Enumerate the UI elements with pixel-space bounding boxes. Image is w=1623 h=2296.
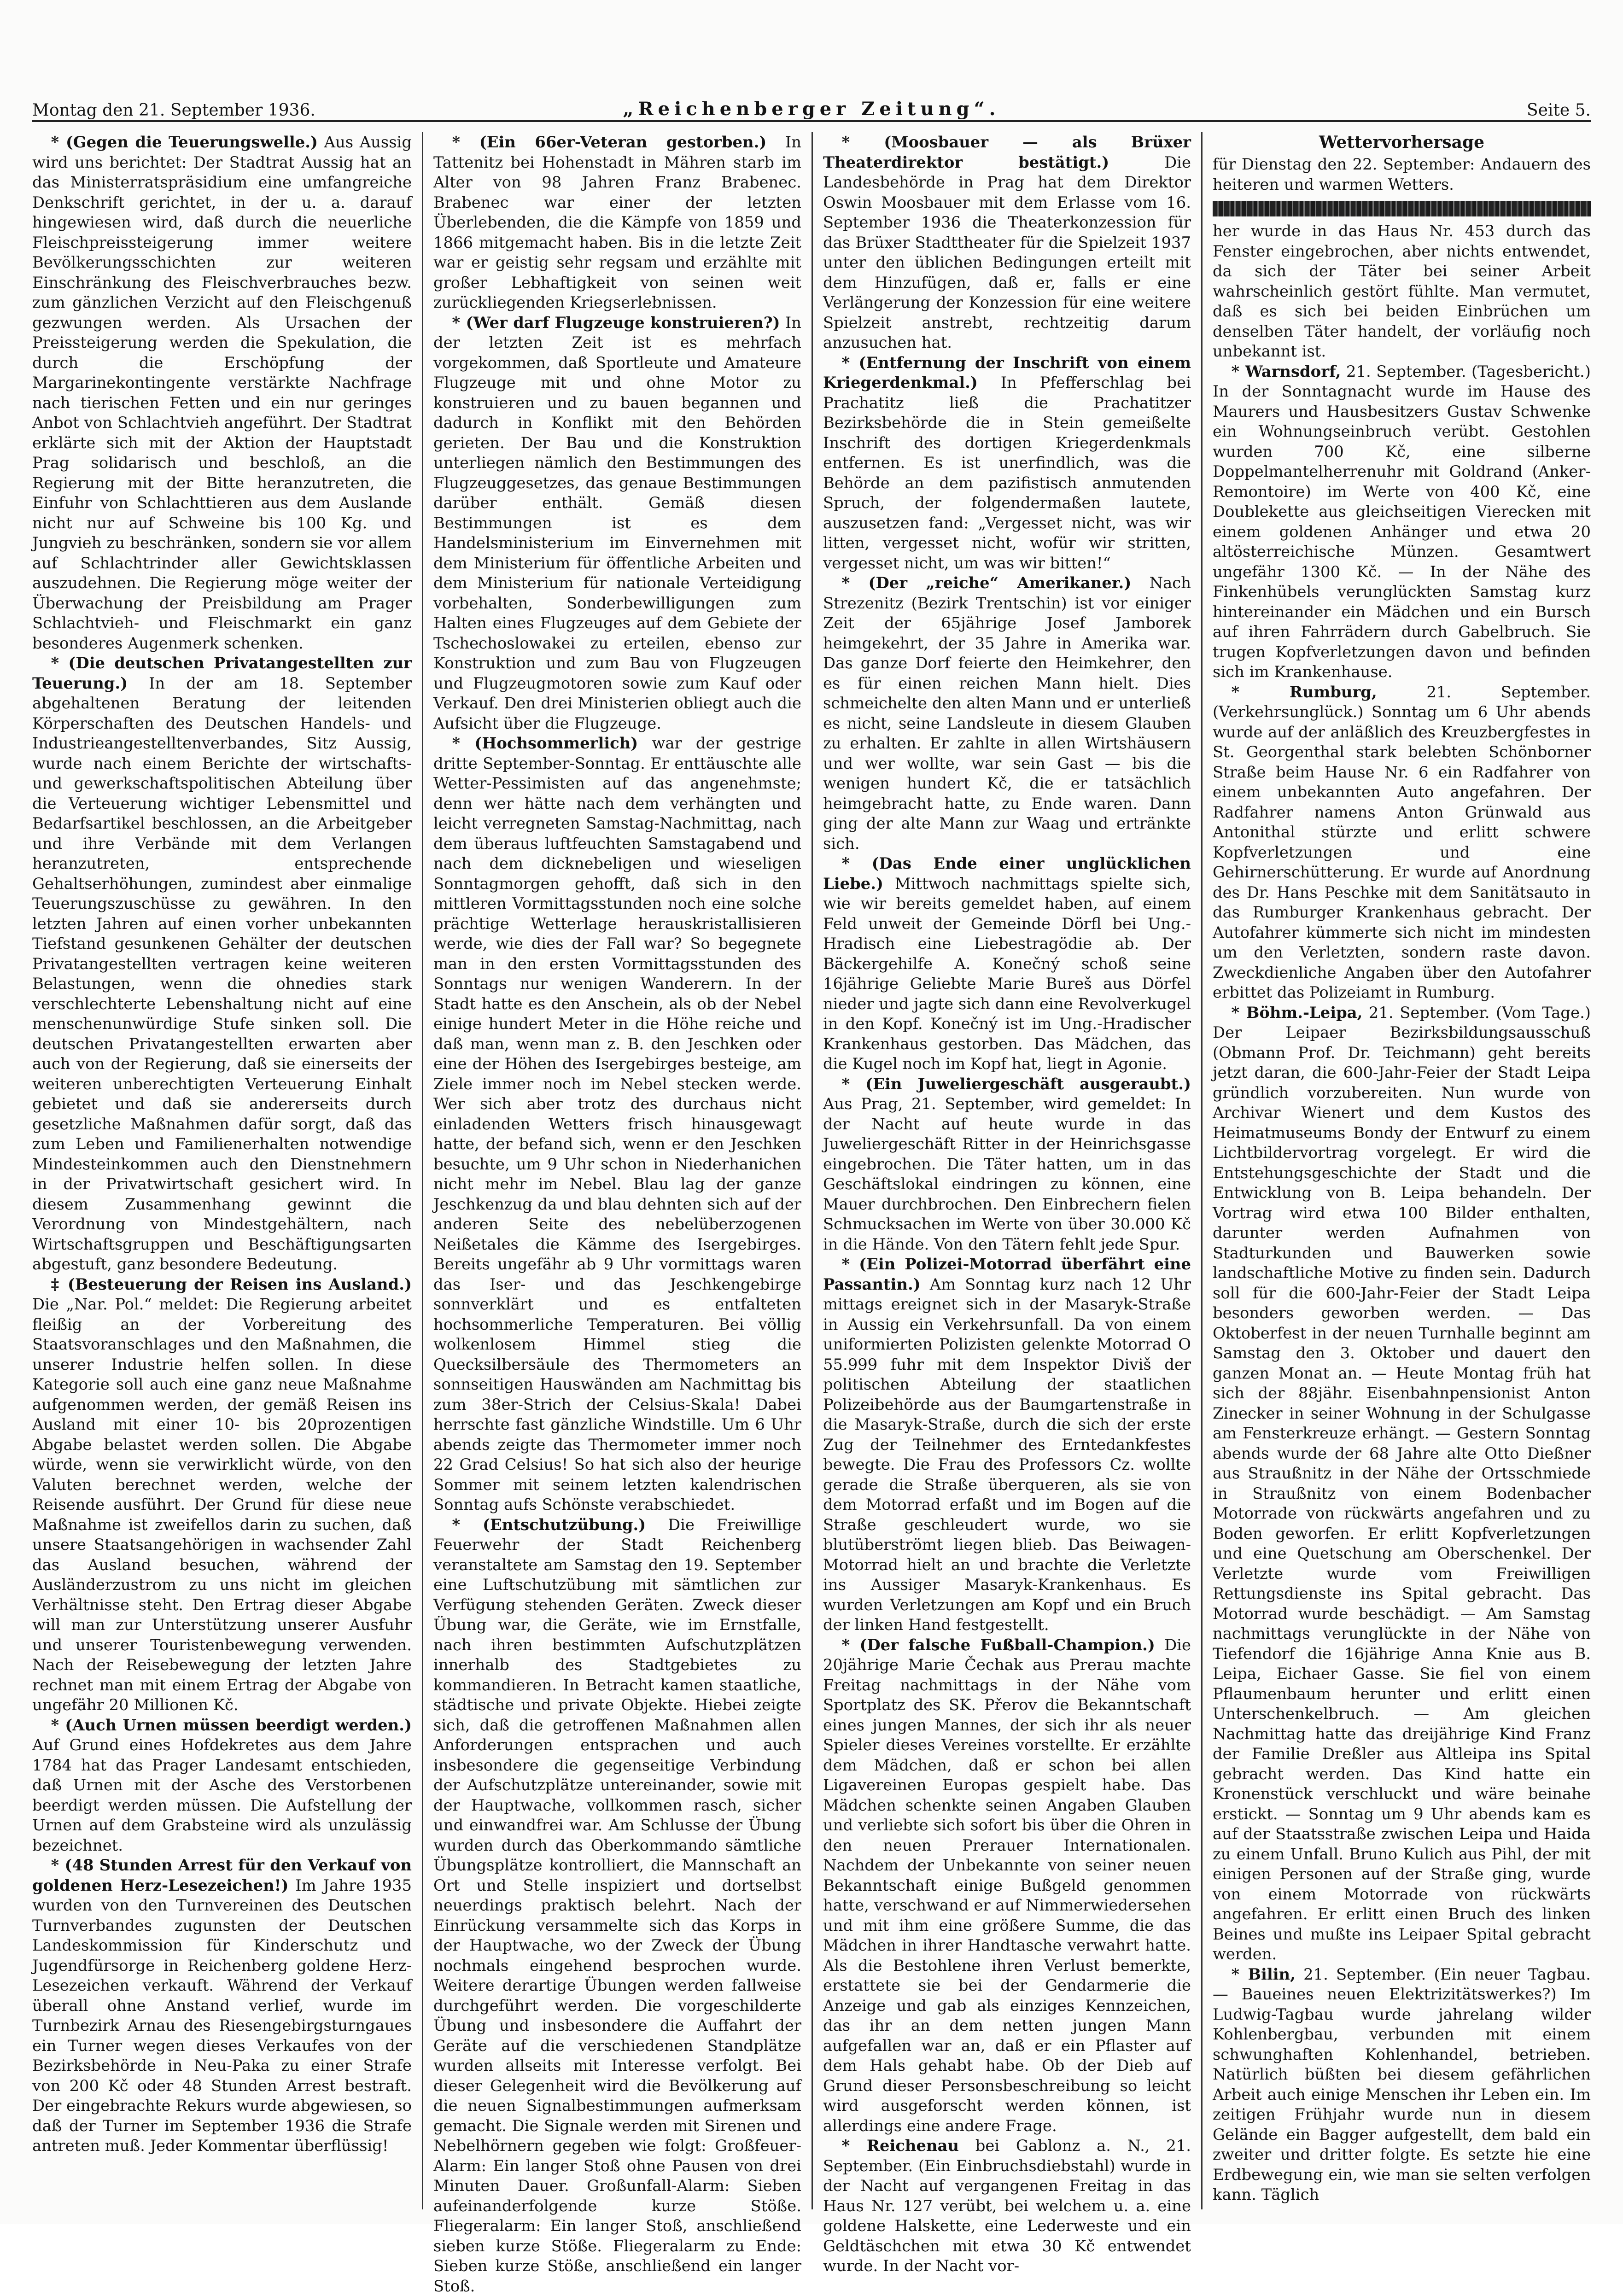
article-paragraph	[433, 132, 801, 313]
article-headline: * Reichenau	[842, 2136, 959, 2155]
article-body: war der gestrige dritte September-Sonntag. Er enttäuschte alle Wetter-Pessimisten auf das angenehmste; denn wer hätte nach dem verhängten und leicht verregneten Samstag-Nachmittag, nach dem überaus luftfeuchten Samstagabend und nach dem dicknebeligen und wieseligen Sonntagmorgen gehofft, daß sich in den mittleren Vormittagsstunden noch eine solche prächtige Wetterlage herauskristallisieren werde, wie dies der Fall war? So begegnete man in den ersten Vormittagsstunden des Sonntags nur wenigen Wanderern. In der Stadt hatte es den Anschein, als ob der Nebel einige hundert Meter in die Höhe reiche und daß man, wenn man z. B. den Jeschken oder eine der Höhen des Isergebirges besteige, am Ziele immer noch im Nebel stecken werde. Wer sich aber trotz des durchaus nicht einladenden Wetters frisch hinausgewagt hatte, der befand sich, wenn er den Jeschken besuchte, um 9 Uhr schon in Niederhanichen nicht mehr im Nebel. Blau lag der ganze Jeschkenzug da und blau dehnten sich auf der anderen Seite des nebelüberzogenen Neißetales die Kämme des Isergebirges. Bereits ungefähr ab 9 Uhr vormittags waren das Iser- und das Jeschkengebirge sonnverklärt und es entfalteten hochsommerliche Temperaturen. Bei völlig wolkenlosem Himmel stieg die Quecksilbersäule des Thermometers an sonnseitigen Hauswänden am Nachmittag bis zum 38er-Strich der Celsius-Skala! Dabei herrschte fast gänzliche Windstille. Um 6 Uhr abends zeigte das Thermometer immer noch 22 Grad Celsius! So hat sich also der heurige Sommer mit seinem letzten kalendrischen Sonntag aufs Schönste verabschiedet.	[433, 734, 801, 1513]
article-headline: * Warnsdorf,	[1232, 362, 1341, 380]
article-headline: * Böhm.-Leipa,	[1232, 1003, 1363, 1022]
article-headline: * (Entschutzübung.)	[452, 1515, 646, 1534]
article-paragraph	[1213, 1964, 1591, 2205]
article-body: Aus Aussig wird uns berichtet: Der Stadtrat Aussig hat an das Ministerratspräsidium eine umfangreiche Denkschrift gerichtet, in der u. a. darauf hingewiesen wird, daß durch die neuerliche Fleischpreissteigerung immer weitere Bevölkerungsschichten zur weiteren Einschränkung des Fleischverbrauches bezw. zum gänzlichen Verzicht auf den Fleischgenuß gezwungen werden. Als Ursachen der Preissteigerung werden die Spekulation, die durch die Erschöpfung der Margarinekontingente verstärkte Nachfrage nach tierischen Fetten und ein nur geringes Anbot von Schlachtvieh angeführt. Der Stadtrat erklärte sich mit der Aktion der Hauptstadt Prag solidarisch und beschloß, an die Regierung mit der Bitte heranzutreten, die Einfuhr von Schlachttieren aus dem Auslande nicht nur auf Schweine bis 100 Kg. und Jungvieh zu beschränken, sondern sie vor allem auf Schlachtrinder aller Gewichtsklassen auszudehnen. Die Regierung möge weiter der Überwachung der Preisbildung am Prager Schlachtvieh- und Fleischmarkt ein ganz besonderes Augenmerk schenken.	[32, 133, 412, 652]
header-date: Montag den 21. September 1936.	[32, 101, 315, 120]
article-paragraph	[823, 132, 1191, 353]
page-number: Seite 5.	[1527, 101, 1591, 120]
column-4	[1201, 132, 1591, 2209]
article-paragraph	[823, 853, 1191, 1074]
article-body: Aus Prag, 21. September, wird gemeldet: In der Nacht auf heute wurde in das Juweliergeschäft Ritter in der Heinrichsgasse eingebrochen. Die Täter hatten, um in das Geschäftslokal eindringen zu können, eine Mauer durchbrochen. Den Einbrechern fielen Schmucksachen im Werte von über 30.000 Kč in die Hände. Von den Tätern fehlt jede Spur.	[823, 1095, 1191, 1253]
article-body: Im Jahre 1935 wurden von den Turnvereinen des Deutschen Turnverbandes zugunsten der Deutschen Landeskommission für Kinderschutz und Jugendfürsorge in Reichenberg goldene Herz-Lesezeichen verkauft. Während der Verkauf überall ohne Anstand verlief, wurde im Turnbezirk Arnau des Riesengebirgsturngaues ein Turner wegen dieses Verkaufes von der Bezirksbehörde in Neu-Paka zu einer Strafe von 200 Kč oder 48 Stunden Arrest bestraft. Der eingebrachte Rekurs wurde abgewiesen, so daß der Turner im September 1936 die Strafe antreten muß. Jeder Kommentar überflüssig!	[32, 1876, 412, 2155]
article-paragraph	[433, 313, 801, 734]
article-body: 21. September. (Tagesbericht.) In der Sonntagnacht wurde im Hause des Maurers und Hausbesitzers Gustav Schwenke ein Wohnungseinbruch verübt. Gestohlen wurden 700 Kč, eine silberne Doppelmantelherrenuhr mit Goldrand (Anker-Remontoire) im Werte von 400 Kč, eine Doublekette aus gleichseitigen Vierecken mit einem goldenen Anhänger und etwa 20 altösterreichische Münzen. Gesamtwert ungefähr 1300 Kč. — In der Nähe des Finkenhübels verunglückten Samstag kurz hintereinander ein Mädchen und ein Bursch auf ihren Fahrrädern durch Gabelbruch. Sie trugen Kopfverletzungen davon und befinden sich im Krankenhause.	[1213, 362, 1591, 681]
article-headline: * Rumburg,	[1232, 683, 1377, 701]
article-headline: * (Die deutschen Privatangestellten zur Teuerung.)	[32, 654, 412, 692]
article-body: In Tattenitz bei Hohenstadt in Mähren starb im Alter von 98 Jahren Franz Brabenec. Brabenec war einer der letzten Überlebenden, die die Kämpfe von 1859 und 1866 mitgemacht haben. Bis in die letzte Zeit war er geistig sehr regsam und erzählte mit großer Lebhaftigkeit von seinen weit zurückliegenden Kriegserlebnissen.	[433, 133, 801, 311]
article-headline: ‡ (Besteuerung der Reisen ins Ausland.)	[51, 1275, 412, 1293]
article-body: Am Sonntag kurz nach 12 Uhr mittags ereignet sich in der Masaryk-Straße in Aussig ein Verkehrsunfall. Da von einem uniformierten Polizisten gelenkte Motorrad O 55.999 fuhr mit dem Inspektor Diviš der politischen Abteilung der staatlichen Polizeibehörde aus der Baumgartenstraße in die Masaryk-Straße, durch die sich der erste Zug der Teilnehmer des Erntedankfestes bewegte. Die Frau des Professors Cz. wollte gerade die Straße überqueren, als sie von dem Motorrad erfaßt und im Bogen auf die Straße geschleudert wurde, wo sie blutüberströmt liegen blieb. Das Beiwagen-Motorrad hielt an und brachte die Verletzte ins Aussiger Masaryk-Krankenhaus. Es wurden Verletzungen am Kopf und ein Bruch der linken Hand festgestellt.	[823, 1275, 1191, 1634]
article-body: Die Freiwillige Feuerwehr der Stadt Reichenberg veranstaltete am Samstag den 19. September eine Luftschutzübung mit sämtlichen zur Verfügung stehenden Geräten. Zweck dieser Übung war, die Geräte, wie im Ernstfalle, nach ihren bestimmten Aufschutzplätzen innerhalb des Stadtgebietes zu kommandieren. In Betracht kamen staatliche, städtische und private Objekte. Hiebei zeigte sich, daß die getroffenen Maßnahmen allen Anforderungen entsprachen und auch insbesondere die gegenseitige Verbindung der Aufschutzplätze untereinander, sowie mit der Hauptwache, vollkommen rasch, sicher und einwandfrei war. Am Schlusse der Übung wurden durch das Oberkommando sämtliche Übungsplätze kontrolliert, die Mannschaft an Ort und Stelle inspiziert und dortselbst neuerdings praktisch belehrt. Nach der Einrückung versammelte sich das Korps in der Hauptwache, wo der Zweck der Übung nochmals eingehend besprochen wurde. Weitere derartige Übungen werden fallweise durchgeführt werden. Die vorgeschilderte Übung und insbesondere die Auffahrt der Geräte auf die verschiedenen Standplätze wurden allseits mit Interesse verfolgt. Bei dieser Gelegenheit wird die Bevölkerung auf die neuen Signalbestimmungen aufmerksam gemacht. Die Signale werden mit Sirenen und Nebelhörnern gegeben wie folgt: Großfeuer-Alarm: Ein langer Stoß ohne Pausen von drei Minuten Dauer. Großunfall-Alarm: Sieben aufeinanderfolgende kurze Stöße. Fliegeralarm: Ein langer Stoß, anschließend sieben kurze Stöße. Fliegeralarm zu Ende: Sieben kurze Stöße, anschließend ein langer Stoß.	[433, 1516, 801, 2295]
article-headline: * (Der falsche Fußball-Champion.)	[842, 1636, 1155, 1654]
article-paragraph	[1213, 1003, 1591, 1964]
article-paragraph	[433, 1515, 801, 2296]
article-body: Die Landesbehörde in Prag hat dem Direktor Oswin Moosbauer mit dem Erlasse vom 16. September 1936 die Theaterkonzession für das Brüxer Stadttheater für die Spielzeit 1937 unter den üblichen Bedingungen erteilt mit dem Hinzufügen, daß er, falls er eine Verlängerung der Konzession für eine weitere Spielzeit anstrebt, rechtzeitig darum anzusuchen hat.	[823, 153, 1191, 352]
article-body: Die „Nar. Pol.“ meldet: Die Regierung arbeitet fleißig an der Vorbereitung des Staatsvoranschlages und den Maßnahmen, die unserer Industrie helfen sollen. In diese Kategorie soll auch eine ganz neue Maßnahme aufgenommen werden, der gemäß Reisen ins Ausland mit einer 10- bis 20prozentigen Abgabe belastet werden sollen. Die Abgabe würde, wenn sie verwirklicht würde, von den Valuten berechnet werden, welche der Reisende ausführt. Der Grund für diese neue Maßnahme ist zweifellos darin zu suchen, daß unsere Staatsangehörigen in wachsender Zahl das Ausland besuchen, während der Ausländerzustrom zu uns nicht im gleichen Verhältnisse steht. Den Ertrag dieser Abgabe will man zur Unterstützung unserer Ausfuhr und unserer Touristenbewegung verwenden. Nach der Reisebewegung der letzten Jahre rechnet man mit einem Ertrag der Abgabe von ungefähr 20 Millionen Kč.	[32, 1295, 412, 1714]
page-header	[32, 83, 1591, 122]
article-body: Nach Strezenitz (Bezirk Trentschin) ist vor einiger Zeit der 65jährige Josef Jamborek heimgekehrt, der 35 Jahre in Amerika war. Das ganze Dorf feierte den Heimkehrer, den es für einen reichen Mann hielt. Dies schmeichelte den alten Mann und er unterließ es nicht, seine Landsleute in diesem Glauben zu erhalten. Er zahlte in allen Wirtshäusern und wer wollte, war sein Gast — bis die wenigen hundert Kč, die er tatsächlich heimgebracht hatte, zu Ende waren. Dann ging der alte Mann zur Waag und ertränkte sich.	[823, 574, 1191, 853]
article-body: Auf Grund eines Hofdekretes aus dem Jahre 1784 hat das Prager Landesamt entschieden, daß Urnen mit der Asche des Verstorbenen beerdigt werden müssen. Die Aufstellung der Urnen auf dem Grabsteine wird als unzulässig bezeichnet.	[32, 1736, 412, 1854]
article-headline: * (Das Ende einer unglücklichen Liebe.)	[823, 854, 1191, 893]
article-paragraph	[823, 1074, 1191, 1255]
weather-forecast-text: für Dienstag den 22. September: Andauern des heiteren und warmen Wetters.	[1213, 154, 1591, 194]
article-paragraph	[32, 132, 412, 653]
article-paragraph	[823, 573, 1191, 853]
article-headline: * Bilin,	[1232, 1965, 1296, 1983]
article-headline: * (Hochsommerlich)	[452, 734, 638, 752]
article-paragraph	[823, 2136, 1191, 2276]
article-headline: * (Der „reiche“ Amerikaner.)	[842, 573, 1132, 592]
article-paragraph	[32, 1715, 412, 1856]
article-paragraph	[823, 1635, 1191, 2136]
weather-forecast-title: Wettervorhersage	[1213, 132, 1591, 152]
article-body: Die 20jährige Marie Čechak aus Prerau machte Freitag nachmittags in der Nähe vom Sportplatz des SK. Přerov die Bekanntschaft eines jungen Mannes, der sich ihr als neuer Spieler dieses Vereines vorstellte. Er erzählte dem Mädchen, daß er schon bei allen Ligavereinen Europas gespielt habe. Das Mädchen schenkte seinen Angaben Glauben und verliebte sich sofort bis über die Ohren in den neuen Prerauer Internationalen. Nachdem der Unbekannte von seiner neuen Bekanntschaft einige Bußgeld genommen hatte, verschwand er auf Nimmerwiedersehen und mit ihm eine größere Summe, die das Mädchen in ihrer Handtasche verwahrt hatte. Als die Bestohlene ihren Verlust bemerkte, erstattete sie bei der Gendarmerie die Anzeige und gab als einziges Kennzeichen, das ihr an dem netten jungen Mann aufgefallen war an, daß er ein Pflaster auf dem Hals gehabt habe. Ob der Dieb auf Grund dieser Personsbeschreibung so leicht wird ausgeforscht werden können, ist allerdings eine andere Frage.	[823, 1636, 1191, 2135]
article-paragraph	[1213, 362, 1591, 682]
article-body: her wurde in das Haus Nr. 453 durch das Fenster eingebrochen, aber nichts entwendet, da sich der Täter bei seiner Arbeit wahrscheinlich gestört fühlte. Man vermutet, daß es sich bei beiden Einbrüchen um denselben Täter handelt, der vorläufig noch unbekannt ist.	[1213, 222, 1591, 360]
column-2	[422, 132, 812, 2209]
article-headline: * (Moosbauer — als Brüxer Theaterdirektor bestätigt.)	[823, 133, 1191, 171]
article-body: 21. September. (Verkehrsunglück.) Sonntag um 6 Uhr abends wurde auf der anläßlich des Kreuzbergfestes in St. Georgenthal stark belebten Schönborner Straße beim Hause Nr. 6 ein Radfahrer von einem unbekannten Auto angefahren. Der Radfahrer namens Anton Grünwald aus Antonithal stürzte und erlitt schwere Kopfverletzungen und eine Gehirnerschütterung. Er wurde auf Anordnung des Dr. Hans Peschke mit dem Sanitätsauto in das Rumburger Krankenhaus gebracht. Der Autofahrer kümmerte sich nicht im mindesten um den Verletzten, sondern raste davon. Zweckdienliche Angaben über den Autofahrer erbittet das Polizeiamt in Rumburg.	[1213, 683, 1591, 1002]
article-headline: * (Ein Juweliergeschäft ausgeraubt.)	[842, 1075, 1191, 1093]
column-3	[812, 132, 1201, 2209]
article-paragraph	[1213, 682, 1591, 1003]
article-paragraph	[32, 1274, 412, 1715]
article-headline: * (Auch Urnen müssen beerdigt werden.)	[51, 1716, 412, 1734]
article-paragraph	[823, 1254, 1191, 1635]
article-body: 21. September. (Ein neuer Tagbau. — Baueines neuen Elektrizitätswerkes?) Im Ludwig-Tagbau wurde jahrelang wilder Kohlenbergbau, verbunden mit einem schwunghaften Kohlenhandel, betrieben. Natürlich büßten bei diesem gefährlichen Arbeit auch einige Menschen ihr Leben ein. Im zeitigen Frühjahr wurde nun in diesem Gelände ein Bagger aufgestellt, dem bald ein zweiter und dritter folgte. Es setzte hie eine Erdbewegung ein, wie man sie selten verfolgen kann. Täglich	[1213, 1965, 1591, 2204]
article-headline: * (48 Stunden Arrest für den Verkauf von goldenen Herz-Lesezeichen!)	[32, 1856, 412, 1894]
article-body: In Pfefferschlag bei Prachatitz ließ die Prachatitzer Bezirksbehörde die in Stein gemeißelte Inschrift des dortigen Kriegerdenkmals entfernen. Es ist unerfindlich, was die Behörde an dem pazifistisch anmutenden Spruch, der folgendermaßen lautete, auszusetzen fand: „Vergesset nicht, was wir litten, vergesset nicht, wofür wir stritten, vergesset nicht, um was wir bitten!“	[823, 374, 1191, 572]
article-body: Mittwoch nachmittags spielte sich, wie wir bereits gemeldet haben, auf einem Feld unweit der Gemeinde Dörfl bei Ung.-Hradisch eine Liebestragödie ab. Der Bäckergehilfe A. Konečný schoß seine 16jährige Geliebte Marie Bureš aus Dörfel nieder und jagte sich dann eine Revolverkugel in den Kopf. Konečný ist im Ung.-Hradischer Krankenhaus gestorben. Das Mädchen, das die Kugel noch im Kopf hat, liegt in Agonie.	[823, 875, 1191, 1073]
article-body: 21. September. (Vom Tage.) Der Leipaer Bezirksbildungsausschuß (Obmann Prof. Dr. Teichmann) geht bereits jetzt daran, die 600-Jahr-Feier der Stadt Leipa gründlich vorzubereiten. Nun wurde von Archivar Wienert und dem Kustos des Heimatmuseums Bondy der Entwurf zu einem Lichtbildervortrag vorgelegt. Er wird die Entstehungsgeschichte der Stadt und die Entwicklung von B. Leipa behandeln. Der Vortrag wird etwa 100 Bilder enthalten, darunter werden Aufnahmen von Stadturkunden und Bauwerken sowie landschaftliche Motive zu finden sein. Dadurch soll für die 600-Jahr-Feier der Stadt Leipa besonders geworben werden. — Das Oktoberfest in der neuen Turnhalle beginnt am Samstag den 3. Oktober und dauert den ganzen Monat an. — Heute Montag früh hat sich der 88jähr. Eisenbahnpensionist Anton Zinecker in seiner Wohnung in der Schulgasse am Fensterkreuze erhängt. — Gestern Sonntag abends wurde der 68 Jahre alte Otto Dießner aus Straußnitz in der Nähe der Ortsschmiede in Straußnitz von einem Bodenbacher Motorrade von rückwärts angefahren und zu Boden geworfen. Er erlitt Kopfverletzungen und eine Quetschung am Oberschenkel. Der Verletzte wurde vom Freiwilligen Rettungsdienste ins Spital gebracht. Das Motorrad wurde beschädigt. — Am Samstag nachmittags verunglückte in der Nähe von Tiefendorf die 16jährige Anna Knie aus B. Leipa, Eichaer Gasse. Sie fiel von einem Pflaumenbaum herunter und erlitt einen Unterschenkelbruch. — Am gleichen Nachmittag hatte das dreijährige Kind Franz der Familie Dreßler aus Altleipa ins Spital gebracht werden. Das Kind hatte ein Kronenstück verschluckt und wäre beinahe erstickt. — Sonntag um 9 Uhr abends kam es auf der Staatsstraße zwischen Leipa und Haida zu einem Unfall. Bruno Kulich aus Pihl, der mit einigen Personen auf der Straße ging, wurde von einem Motorrade von rückwärts angefahren. Er erlitt einen Bruch des linken Beines und mußte ins Leipaer Spital gebracht werden.	[1213, 1004, 1591, 1963]
article-body: In der letzten Zeit ist es mehrfach vorgekommen, daß Sportleute und Amateure Flugzeuge mit und ohne Motor zu konstruieren und zu bauen begannen und dadurch in Konflikt mit den Behörden gerieten. Der Bau und die Konstruktion unterliegen nämlich den Bestimmungen des Flugzeuggesetzes, das genaue Bestimmungen darüber enthält. Gemäß diesen Bestimmungen ist es dem Handelsministerium im Einvernehmen mit dem Ministerium für öffentliche Arbeiten und dem Ministerium für nationale Verteidigung vorbehalten, Sonderbewilligungen zum Halten eines Flugzeuges auf dem Gebiete der Tschechoslowakei zu erteilen, ebenso zur Konstruktion und zum Bau von Flugzeugen und Flugzeugmotoren sowie zum Kauf oder Verkauf. Den drei Ministerien obliegt auch die Aufsicht über die Flugzeuge.	[433, 314, 801, 732]
newspaper-title: „Reichenberger Zeitung“.	[623, 98, 1000, 120]
article-headline: * (Wer darf Flugzeuge konstruieren?)	[452, 313, 780, 332]
article-paragraph	[32, 653, 412, 1274]
article-columns	[32, 132, 1591, 2209]
article-paragraph	[823, 353, 1191, 573]
article-paragraph	[433, 733, 801, 1515]
article-headline: * (Ein Polizei-Motorrad überfährt eine Passantin.)	[823, 1255, 1191, 1293]
article-body: bei Gablonz a. N., 21. September. (Ein Einbruchsdiebstahl) wurde in der Nacht auf vergangenen Freitag in das Haus Nr. 127 verübt, bei welchem u. a. eine goldene Halskette, eine Lederweste und ein Geldtäschchen mit etwa 30 Kč entwendet wurde. In der Nacht vor-	[823, 2137, 1191, 2275]
article-paragraph	[1213, 221, 1591, 362]
article-headline: * (Ein 66er-Veteran gestorben.)	[452, 133, 767, 151]
article-headline: * (Gegen die Teuerungswelle.)	[51, 133, 318, 151]
article-headline: * (Entfernung der Inschrift von einem Kriegerdenkmal.)	[823, 353, 1191, 392]
section-divider	[1213, 201, 1591, 216]
article-paragraph	[32, 1855, 412, 2156]
column-1	[32, 132, 422, 2209]
article-body: In der am 18. September abgehaltenen Beratung der leitenden Körperschaften des Deutschen Handels- und Industrieangestelltenverbandes, Sitz Aussig, wurde nach einem Berichte der wirtschafts- und gewerkschaftspolitischen Abteilung über die Verteuerung wichtiger Lebensmittel und Bedarfsartikel beschlossen, an die Arbeitgeber und ihre Verbände mit dem Verlangen heranzutreten, entsprechende Gehaltserhöhungen, zumindest aber einmalige Teuerungszuschüsse zu gewähren. In den letzten Jahren auf einen vorher unbekannten Tiefstand gesunkenen Gehälter der deutschen Privatangestellten vertragen keine weiteren Belastungen, wenn die ohnedies stark verschlechterte Lebenshaltung nicht auf eine menschenunwürdige Stufe sinken soll. Die deutschen Privatangestellten erwarten aber auch von der Regierung, daß sie einerseits der weiteren unberechtigten Verteuerung Einhalt gebietet und daß sie andererseits durch gesetzliche Maßnahmen dafür sorgt, daß das zum Leben und Familienerhalten notwendige Mindesteinkommen auch den Dienstnehmern in der Privatwirtschaft gesichert wird. In diesem Zusammenhang gewinnt die Verordnung von Mindestgehältern, nach Wirtschaftsgruppen und Beschäftigungsarten abgestuft, ganz besondere Bedeutung.	[32, 674, 412, 1274]
